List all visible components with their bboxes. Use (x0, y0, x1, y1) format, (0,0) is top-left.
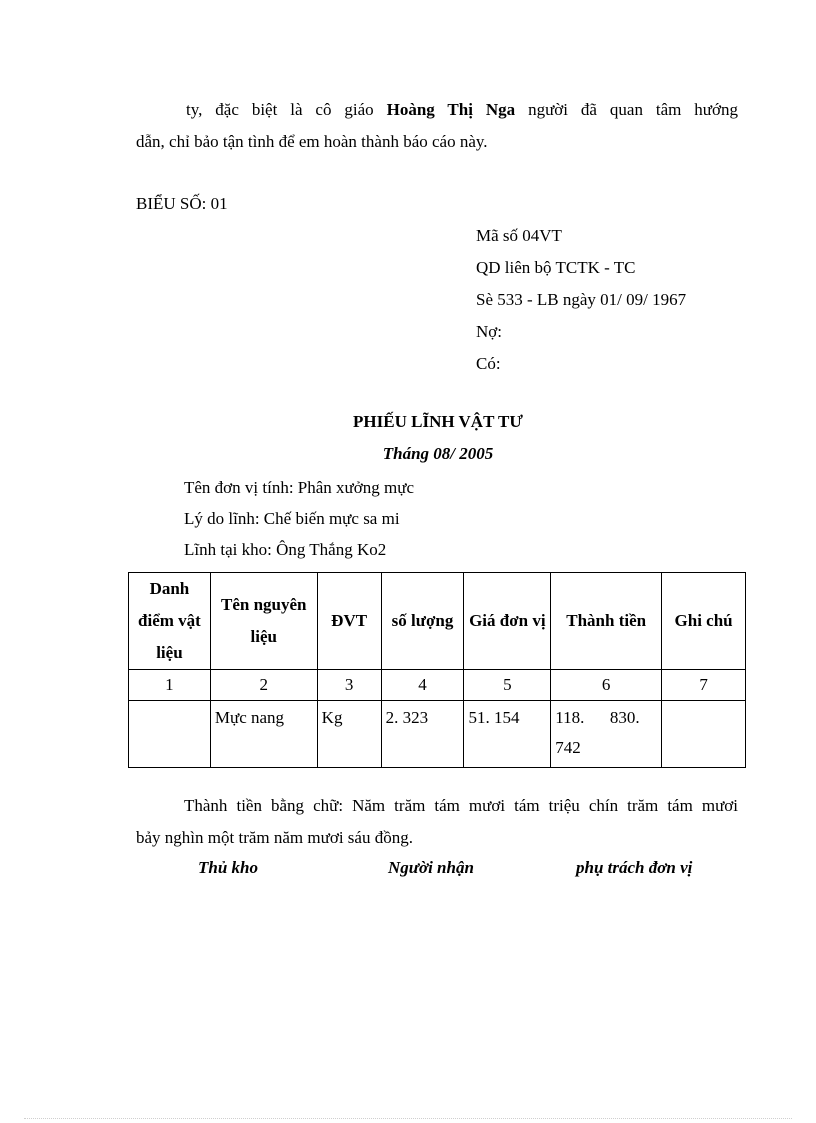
cell-so-luong: 2. 323 (381, 701, 464, 768)
co-label: Có: (476, 354, 501, 373)
intro-text-before: ty, đặc biệt là cô giáo (186, 100, 387, 119)
header-thanh-tien: Thành tiền (551, 573, 662, 670)
document-title: PHIẾU LĨNH VẬT TƯ (353, 412, 523, 431)
amount-line-2: bảy nghìn một trăm năm mươi sáu đồng. (136, 828, 413, 847)
header-dvt: ĐVT (317, 573, 381, 670)
table-row (129, 701, 746, 768)
teacher-name: Hoàng Thị Nga (386, 100, 516, 119)
amount-line-1 (136, 790, 738, 822)
index-cell: 4 (381, 670, 464, 701)
header-ghi-chu: Ghi chú (662, 573, 746, 670)
index-cell: 5 (464, 670, 551, 701)
index-cell: 6 (551, 670, 662, 701)
kho-line: Lĩnh tại kho: Ông Thắng Ko2 (184, 540, 387, 559)
index-cell: 7 (662, 670, 746, 701)
intro-paragraph (136, 94, 738, 158)
amount-line-1-text: Thành tiền bằng chữ: Năm trăm tám mươi tám triệu chín trăm tám mươi (184, 796, 738, 815)
signature-nguoi-nhan: Người nhận (388, 858, 474, 877)
thanh-tien-line-2: 742 (555, 738, 581, 757)
table-index-row (129, 670, 746, 701)
form-number: BIỂU SỐ: 01 (136, 194, 228, 213)
signature-phu-trach: phụ trách đơn vị (576, 858, 693, 877)
cell-thanh-tien (551, 701, 662, 768)
thanh-tien-line-1: 118. 830. (555, 708, 640, 727)
page-bottom-rule (24, 1118, 792, 1119)
don-vi-line: Tên đơn vị tính: Phân xưởng mực (184, 478, 414, 497)
index-cell: 2 (210, 670, 317, 701)
header-danh-diem: Danh điểm vật liệu (129, 573, 211, 670)
document-subtitle: Tháng 08/ 2005 (382, 444, 494, 463)
ma-so: Mã số 04VT (476, 226, 562, 245)
so-quyet-dinh: Sè 533 - LB ngày 01/ 09/ 1967 (476, 290, 687, 309)
header-ten-nguyen-lieu: Tên nguyên liệu (210, 573, 317, 670)
index-cell: 3 (317, 670, 381, 701)
amount-in-words (136, 790, 738, 854)
ly-do-line: Lý do lĩnh: Chế biến mực sa mi (184, 509, 400, 528)
no-label: Nợ: (476, 322, 502, 341)
intro-text-after: người đã quan tâm hướng (515, 100, 738, 119)
cell-danh-diem (129, 701, 211, 768)
index-cell: 1 (129, 670, 211, 701)
qd-lien-bo: QD liên bộ TCTK - TC (476, 258, 636, 277)
cell-dvt: Kg (317, 701, 381, 768)
cell-gia: 51. 154 (464, 701, 551, 768)
intro-line-1 (136, 94, 738, 126)
cell-ghi-chu (662, 701, 746, 768)
materials-table (128, 572, 746, 768)
header-so-luong: số lượng (381, 573, 464, 670)
signature-thu-kho: Thủ kho (198, 858, 258, 877)
intro-line-2: dẫn, chỉ bảo tận tình để em hoàn thành báo cáo này. (136, 132, 488, 151)
cell-ten-nguyen-lieu: Mực nang (210, 701, 317, 768)
table-header-row (129, 573, 746, 670)
header-gia-don-vi: Giá đơn vị (464, 573, 551, 670)
